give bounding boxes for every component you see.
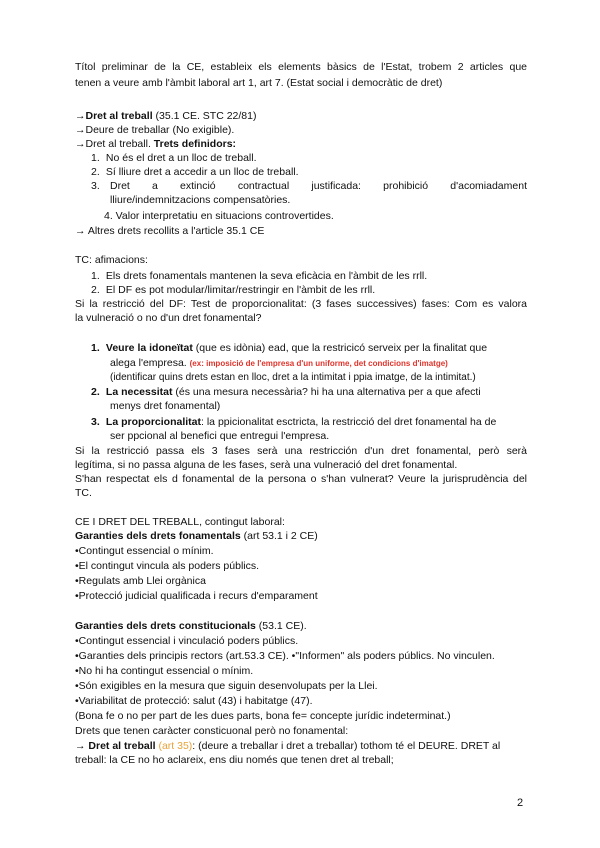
bullet-item: •Contingut essencial i vinculació poders públics.: [75, 635, 299, 647]
bullet-item: •Regulats amb Llei orgànica: [75, 575, 206, 587]
conclusion-line: Si la restricció passa els 3 fases serà una restricción d'un dret fonamental, però serà: [75, 445, 527, 457]
tc-heading: TC: afimacions:: [75, 254, 148, 266]
list-item: 3. Dret a extinció contractual justificada: prohibició d'acomiadament: [91, 180, 527, 192]
bullet-item: •Són exigibles en la mesura que siguin desenvolupats per la Llei.: [75, 680, 378, 692]
tc-question: Si la restricció del DF: Test de proporcionalitat: (3 fases successives) fases: Com es valora: [75, 298, 527, 310]
conclusion-line: S'han respectat els d fonamental de la persona o s'han vulnerat? Veure la jurisprudència del: [75, 473, 527, 485]
note-line: (Bona fe o no per part de les dues parts, bona fe= concepte jurídic indeterminat.): [75, 710, 451, 722]
test-item-continuation: ser ppcional al benefici que entregui l'empresa.: [110, 430, 330, 442]
tc-question: la vulneració o no d'un dret fonamental?: [75, 312, 262, 324]
list-item: 1. No és el dret a un lloc de treball.: [91, 152, 257, 164]
test-item-necessitat: 2. La necessitat (és una mesura necessària? hi ha una alternativa per a que afecti: [91, 386, 481, 398]
dret-treball-line: treball: la CE no ho aclareix, ens diu només que tenen dret al treball;: [75, 754, 394, 766]
altres-drets: → Altres drets recollits a l'article 35.1 CE: [75, 225, 265, 237]
page-number: 2: [517, 797, 524, 809]
bullet-item: •Variabilitat de protecció: salut (43) i habitatge (47).: [75, 695, 313, 707]
trets-heading: →Dret al treball. Trets definidors:: [75, 138, 237, 150]
garanties-fonamentals-heading: Garanties dels drets fonamentals (art 53.1 i 2 CE): [75, 530, 318, 542]
garanties-constitucionals-heading: Garanties dels drets constitucionals (53.1 CE).: [75, 620, 307, 632]
list-item-continuation: lliure/indemnitzacions compensatòries.: [110, 194, 291, 206]
dret-treball-heading: →Dret al treball (35.1 CE. STC 22/81): [75, 110, 257, 122]
conclusion-line: legítima, si no passa alguna de les fases, serà una vulneració del dret fonamental.: [75, 459, 458, 471]
test-item-idoneitat: 1. Veure la idoneïtat (que es idònia) ead, que la restricicó serveix per la finalitat que: [91, 342, 488, 354]
conclusion-line: TC.: [75, 487, 92, 499]
bullet-item: •Contingut essencial o mínim.: [75, 545, 214, 557]
test-item-continuation: menys dret fonamental): [110, 400, 221, 412]
intro-line: tenen a veure amb l'àmbit laboral art 1, art 7. (Estat social i democràtic de dret): [75, 77, 443, 89]
intro-line: Títol preliminar de la CE, estableix els elements bàsics de l'Estat, trobem 2 articles que: [75, 61, 527, 73]
bullet-item: •No hi ha contingut essencial o mínim.: [75, 665, 254, 677]
dret-treball-line: → Dret al treball (art 35): (deure a treballar i dret a treballar) tothom té el DEURE. DRET al: [75, 740, 501, 752]
ce-heading: CE I DRET DEL TREBALL, contingut laboral:: [75, 516, 285, 528]
test-item-continuation: alega l'empresa. (ex: imposició de l'empresa d'un uniforme, det condicions d'imatge): [110, 357, 448, 369]
note-line: Drets que tenen caràcter consticuonal però no fonamental:: [75, 725, 349, 737]
list-item: 1. Els drets fonamentals mantenen la seva eficàcia en l'àmbit de les rrll.: [91, 270, 428, 282]
bullet-item: •El contingut vincula als poders públics.: [75, 560, 260, 572]
deure-line: →Deure de treballar (No exigible).: [75, 124, 235, 136]
bullet-item: •Garanties dels principis rectors (art.53.3 CE). •"Informen" als poders públics. No vinculen.: [75, 650, 495, 662]
list-item: 2. El DF es pot modular/limitar/restringir en l'àmbit de les rrll.: [91, 284, 376, 296]
test-item-continuation: (identificar quins drets estan en lloc, dret a la intimitat i ppia imatge, de la intimitat.): [110, 372, 476, 383]
list-item: 4. Valor interpretatiu en situacions controvertides.: [104, 210, 334, 222]
list-item: 2. Sí lliure dret a accedir a un lloc de treball.: [91, 166, 299, 178]
test-item-proporcionalitat: 3. La proporcionalitat: la ppicionalitat esctricta, la restricció del dret fonamental ha de: [91, 416, 497, 428]
bullet-item: •Protecció judicial qualificada i recurs d'emparament: [75, 590, 318, 602]
